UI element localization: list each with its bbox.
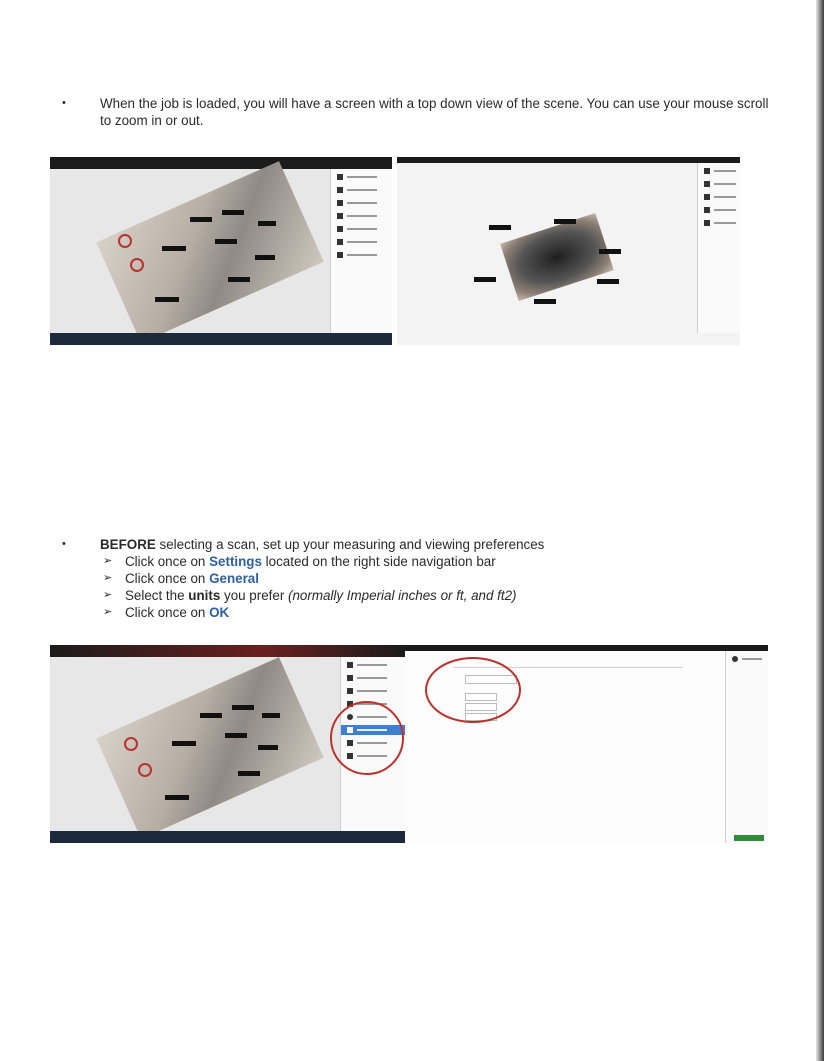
- step-item: [100, 553, 782, 570]
- bullet-icon: •: [62, 538, 66, 550]
- screenshot-scene-overview: [50, 157, 392, 345]
- highlight-circle: [330, 701, 404, 775]
- arrow-bullet-icon: ➢: [103, 589, 113, 601]
- scan-label: [238, 771, 260, 776]
- step-post: located on the right side navigation bar: [261, 554, 496, 569]
- step-keyword-ok: OK: [209, 605, 230, 620]
- windows-taskbar: [50, 831, 405, 843]
- evidence-marker: [138, 763, 152, 777]
- nav-item[interactable]: [347, 660, 400, 670]
- bullet-icon: •: [62, 97, 66, 109]
- page-edge-shadow: [816, 0, 824, 1061]
- nav-item[interactable]: [337, 250, 387, 260]
- app-titlebar: [50, 645, 405, 657]
- step-item: [100, 570, 782, 587]
- screenshot-general-settings: [405, 645, 768, 843]
- step-pre: Click once on: [125, 605, 210, 620]
- nav-item[interactable]: [337, 198, 387, 208]
- scan-label: [222, 210, 244, 215]
- arrow-bullet-icon: ➢: [103, 606, 113, 618]
- scan-label: [534, 299, 556, 304]
- scan-label: [258, 221, 276, 226]
- nav-item[interactable]: [337, 211, 387, 221]
- right-side-navigation: [330, 169, 392, 333]
- scan-label: [228, 277, 250, 282]
- step-keyword-settings: Settings: [209, 554, 262, 569]
- scan-label: [190, 217, 212, 222]
- nav-item[interactable]: [704, 205, 735, 215]
- step-item: [100, 604, 782, 621]
- scan-label: [215, 239, 237, 244]
- step-note: (normally Imperial inches or ft, and ft2): [288, 588, 517, 603]
- scan-label: [225, 733, 247, 738]
- scan-label: [489, 225, 511, 230]
- scan-label: [597, 279, 619, 284]
- app-titlebar: [50, 157, 392, 169]
- right-side-navigation: [697, 163, 740, 333]
- scan-label: [255, 255, 275, 260]
- step-keyword-general: General: [209, 571, 259, 586]
- evidence-marker: [130, 258, 144, 272]
- nav-item[interactable]: [704, 166, 735, 176]
- highlight-circle: [425, 657, 521, 723]
- nav-item[interactable]: [732, 654, 763, 664]
- scan-label: [200, 713, 222, 718]
- right-side-navigation: [725, 651, 768, 843]
- point-cloud-scene: [96, 161, 323, 343]
- scan-label: [155, 297, 179, 302]
- step-item: [100, 587, 782, 604]
- scan-label: [172, 741, 196, 746]
- vehicle-scan: [500, 213, 614, 301]
- app-titlebar: [405, 645, 768, 651]
- arrow-bullet-icon: ➢: [103, 572, 113, 584]
- nav-item[interactable]: [337, 237, 387, 247]
- nav-item[interactable]: [704, 192, 735, 202]
- nav-item[interactable]: [704, 179, 735, 189]
- ok-button[interactable]: [734, 835, 764, 841]
- step-pre: Select the: [125, 588, 189, 603]
- scan-label: [258, 745, 278, 750]
- heading-bold: BEFORE: [100, 537, 156, 552]
- heading-rest: selecting a scan, set up your measuring and viewing preferences: [155, 537, 545, 552]
- scan-label: [554, 219, 576, 224]
- scan-label: [232, 705, 254, 710]
- scan-label: [162, 246, 186, 251]
- screenshot-settings-nav: [50, 645, 405, 843]
- app-titlebar: [397, 157, 740, 163]
- instruction-settings: [62, 536, 782, 621]
- nav-item[interactable]: [337, 172, 387, 182]
- nav-item[interactable]: [347, 673, 400, 683]
- scan-label: [165, 795, 189, 800]
- arrow-bullet-icon: ➢: [103, 555, 113, 567]
- windows-taskbar: [50, 333, 392, 345]
- step-pre: Click once on: [125, 554, 210, 569]
- nav-item[interactable]: [337, 185, 387, 195]
- nav-item[interactable]: [347, 686, 400, 696]
- scan-label: [474, 277, 496, 282]
- step-pre: Click once on: [125, 571, 210, 586]
- settings-steps: [62, 553, 782, 621]
- settings-heading: [100, 536, 782, 553]
- evidence-marker: [118, 234, 132, 248]
- instruction-zoom-text: When the job is loaded, you will have a screen with a top down view of the scene. You can use your mouse scroll to zoom in or out.: [100, 96, 769, 128]
- nav-item[interactable]: [337, 224, 387, 234]
- evidence-marker: [124, 737, 138, 751]
- screenshot-vehicle-view: [397, 157, 740, 345]
- scan-label: [599, 249, 621, 254]
- nav-item[interactable]: [704, 218, 735, 228]
- scan-label: [262, 713, 280, 718]
- instruction-zoom: [62, 95, 772, 129]
- step-mid: you prefer: [220, 588, 289, 603]
- step-keyword-units: units: [188, 588, 221, 603]
